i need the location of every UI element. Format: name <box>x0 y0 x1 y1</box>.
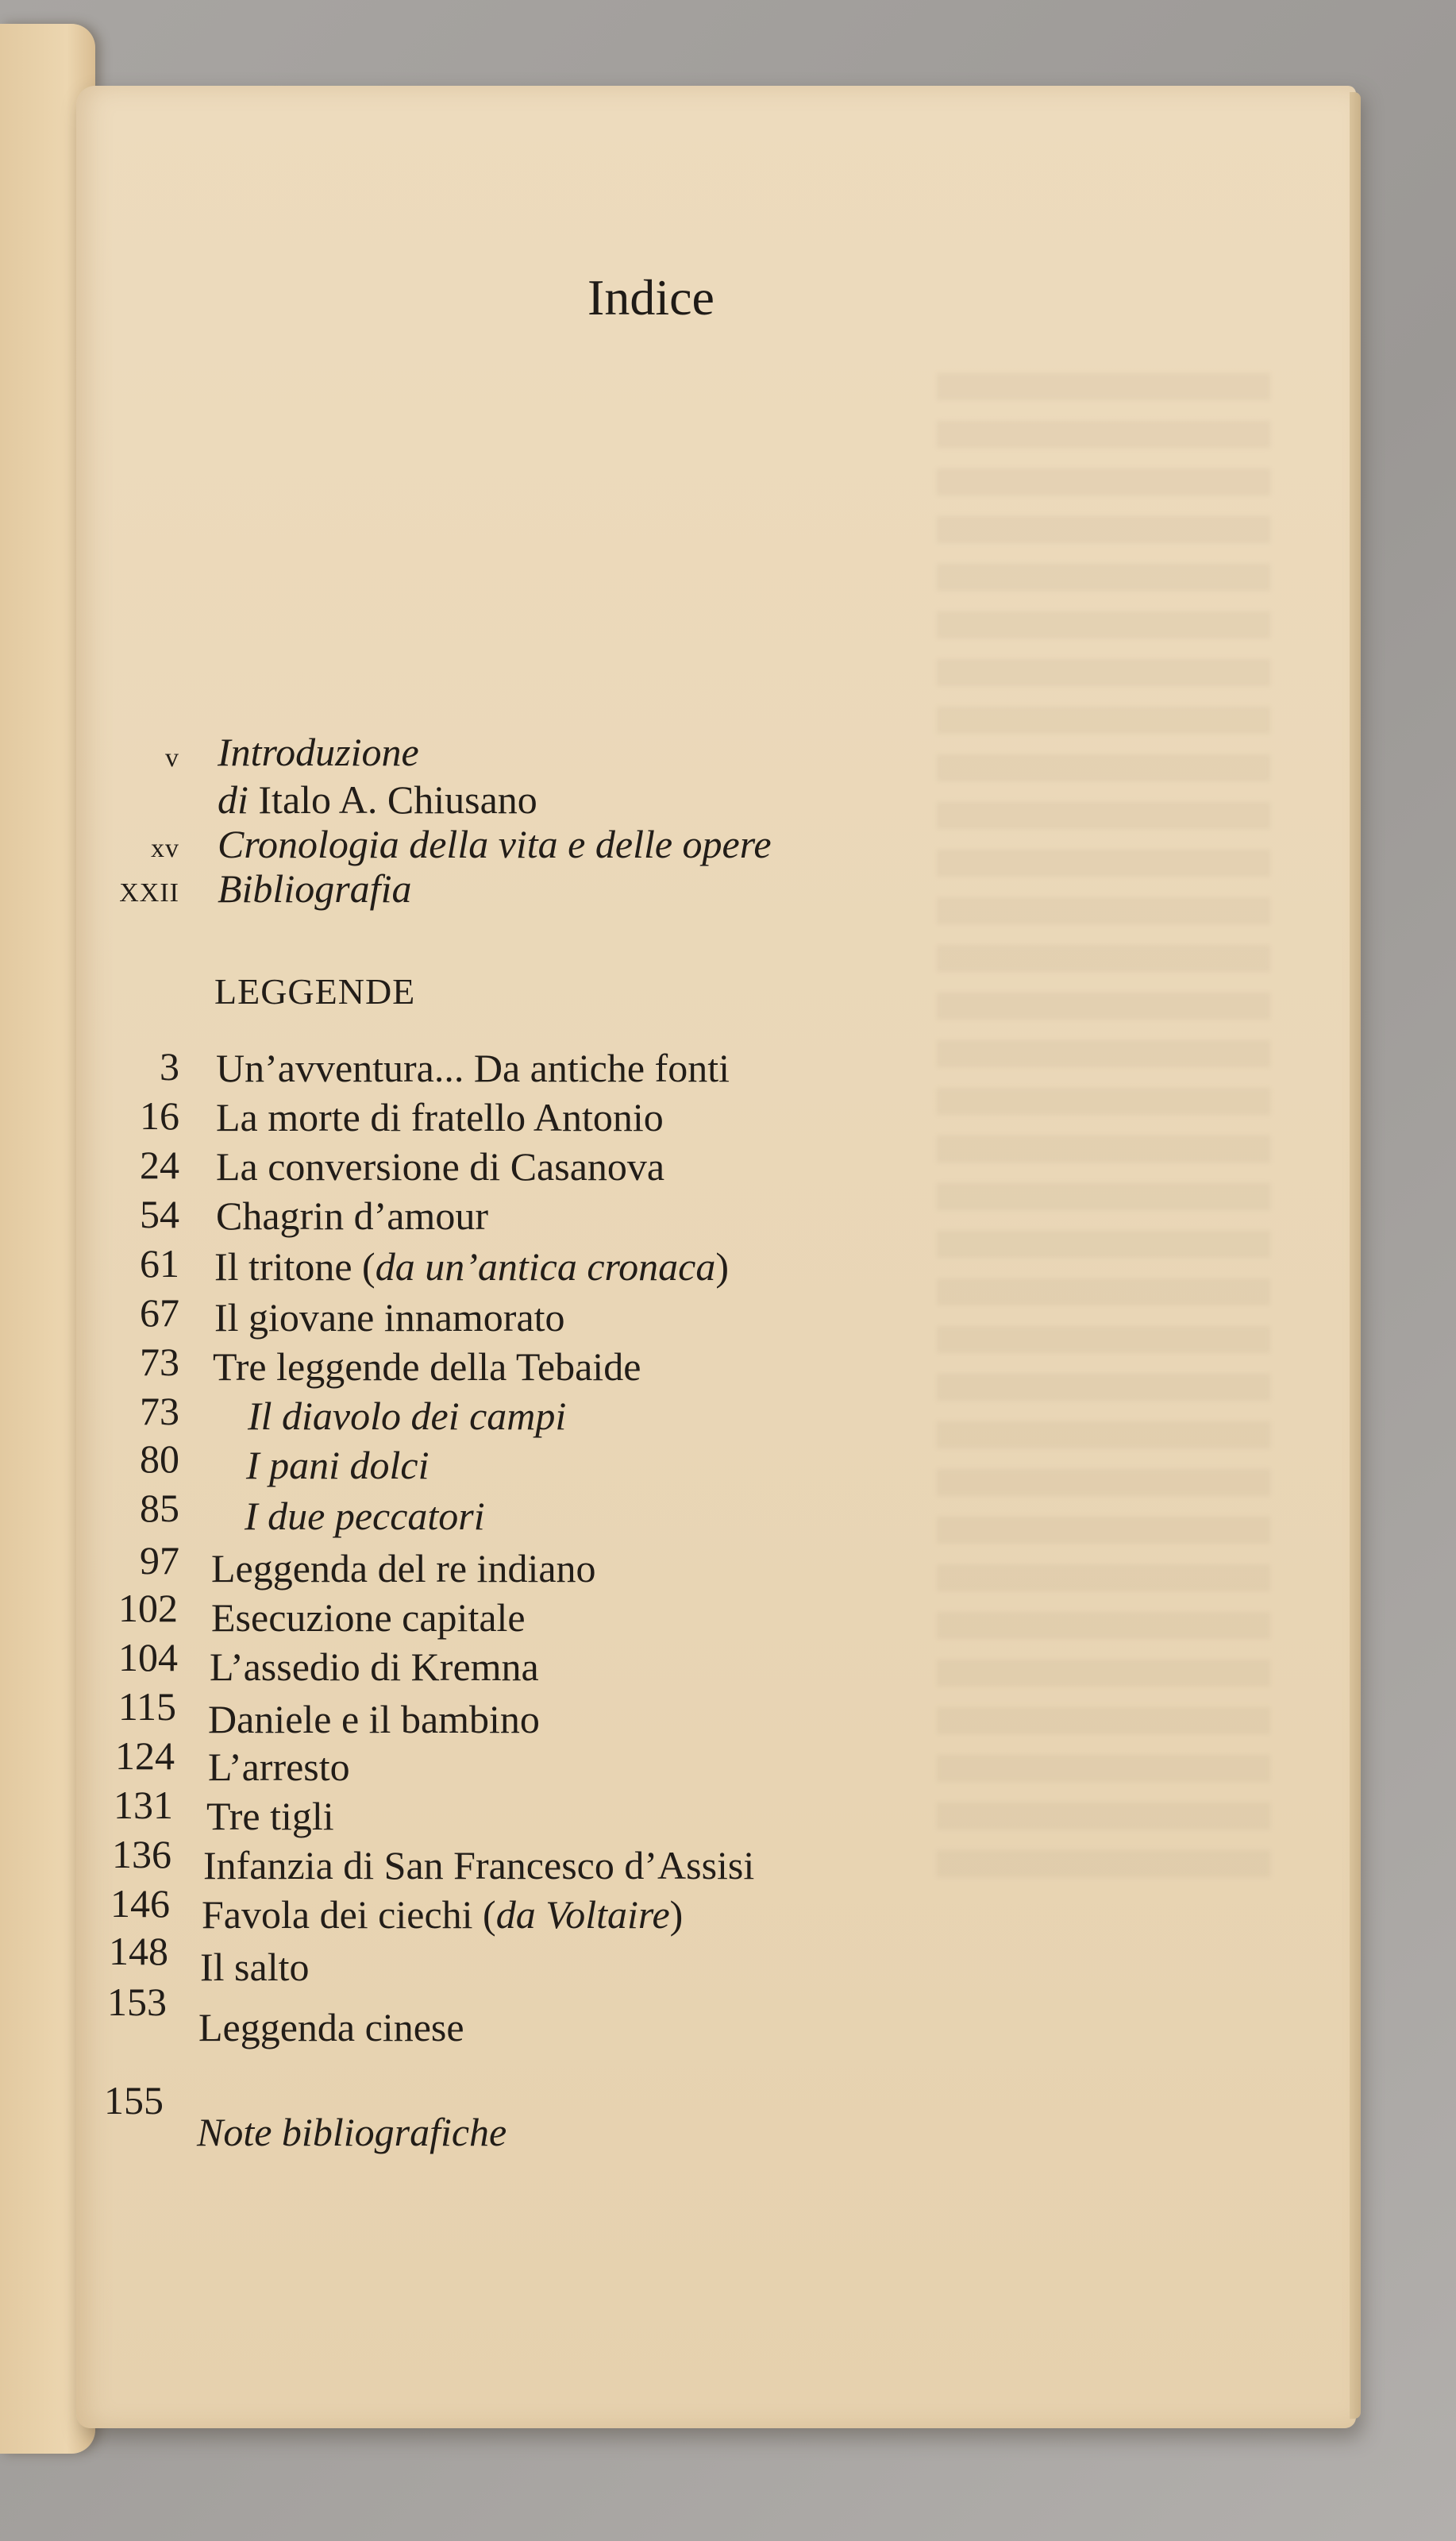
toc-page-number: 73 <box>140 1340 179 1384</box>
toc-entry-author-line <box>218 777 537 822</box>
page-title: Indice <box>587 269 715 326</box>
toc-page-number: 153 <box>107 1980 167 2024</box>
toc-entry-title <box>214 1244 729 1289</box>
toc-entry-title: Bibliografia <box>218 866 412 911</box>
toc-entry-subtitle: I pani dolci <box>246 1443 429 1487</box>
toc-page-number: 155 <box>104 2078 164 2123</box>
toc-entry-title: Tre tigli <box>206 1794 334 1838</box>
author-prefix: di <box>218 777 248 822</box>
toc-page-number: 73 <box>140 1389 179 1433</box>
toc-entry-title: Daniele e il bambino <box>208 1697 540 1741</box>
toc-entry-title-italic: da un’antica cronaca <box>375 1244 716 1289</box>
toc-entry-title: Tre leggende della Tebaide <box>213 1344 641 1389</box>
toc-page-number: 102 <box>118 1586 178 1630</box>
toc-entry-title <box>202 1892 684 1937</box>
toc-page-number: 3 <box>160 1044 179 1089</box>
toc-page-number: 80 <box>140 1436 179 1481</box>
toc-entry-title: Esecuzione capitale <box>211 1595 526 1640</box>
toc-entry-title: Un’avventura... Da antiche fonti <box>216 1046 730 1090</box>
toc-page-number: 54 <box>140 1192 179 1236</box>
toc-page-number: 124 <box>115 1733 175 1778</box>
toc-entry-title: Il salto <box>200 1945 310 1989</box>
toc-page-number: 104 <box>118 1635 178 1679</box>
toc-entry-subtitle: I due peccatori <box>245 1494 485 1538</box>
toc-entry-title: Introduzione <box>218 730 419 774</box>
toc-page-number: v <box>165 743 179 773</box>
toc-entry-title: L’assedio di Kremna <box>210 1645 539 1689</box>
toc-page-number: 148 <box>109 1929 168 1973</box>
author-name: Italo A. Chiusano <box>258 777 537 822</box>
toc-entry-title: Cronologia della vita e delle opere <box>218 822 772 866</box>
toc-page-number: 16 <box>140 1093 179 1138</box>
toc-entry-title-tail: ) <box>715 1244 729 1289</box>
toc-entry-title-main: Favola dei ciechi ( <box>202 1892 496 1937</box>
toc-page-number: 146 <box>110 1881 170 1926</box>
toc-page-number: 131 <box>114 1783 173 1827</box>
toc-page-number: xv <box>151 834 179 863</box>
toc-entry-title: Leggenda del re indiano <box>211 1546 596 1591</box>
toc-page-number: 115 <box>117 1684 176 1729</box>
toc-entry-title-main: Il tritone ( <box>214 1244 376 1289</box>
toc-page-number: 61 <box>140 1241 179 1286</box>
toc-entry-title: Il giovane innamorato <box>214 1295 565 1340</box>
toc-entry-title: La morte di fratello Antonio <box>216 1095 664 1139</box>
toc-page-number: 24 <box>140 1143 179 1187</box>
section-heading: LEGGENDE <box>214 971 416 1012</box>
toc-entry-subtitle: Il diavolo dei campi <box>248 1394 567 1438</box>
toc-entry-title: La conversione di Casanova <box>216 1144 665 1189</box>
toc-entry-title: Chagrin d’amour <box>216 1193 488 1238</box>
toc-entry-title: L’arresto <box>208 1745 350 1789</box>
toc-page-number: XXII <box>119 878 179 908</box>
toc-page-number: 85 <box>140 1486 179 1530</box>
toc-page-number: 97 <box>140 1538 179 1583</box>
toc-entry-title: Infanzia di San Francesco d’Assisi <box>203 1843 755 1887</box>
toc-entry-title: Note bibliografiche <box>197 2110 507 2154</box>
toc-entry-title-italic: da Voltaire <box>495 1892 670 1937</box>
toc-entry-title-tail: ) <box>669 1892 684 1937</box>
toc-page-number: 67 <box>140 1290 179 1335</box>
toc-entry-title: Leggenda cinese <box>198 2005 464 2049</box>
toc-page-number: 136 <box>112 1832 171 1876</box>
